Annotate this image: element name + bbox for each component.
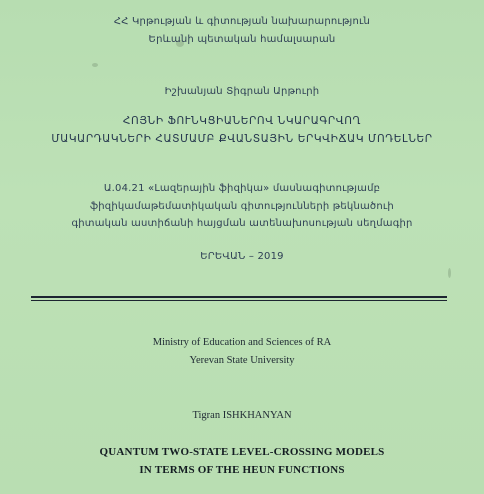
armenian-title-line2: ՄԱԿԱՐԴԱԿՆԵՐԻ ՀԱՏՄԱՄԲ ՔՎԱՆՏԱՅԻՆ ԵՐԿՎԻՃԱԿ ՄՈԴԵԼՆԵՐ bbox=[51, 133, 433, 145]
english-author: Tigran ISHKHANYAN bbox=[192, 410, 292, 421]
english-title-line2: IN TERMS OF THE HEUN FUNCTIONS bbox=[139, 464, 345, 476]
armenian-city-year: ԵՐԵՎԱՆ – 2019 bbox=[200, 251, 284, 262]
armenian-ministry: ՀՀ Կրթության և գիտության նախարարություն bbox=[113, 16, 371, 27]
english-title-line1: QUANTUM TWO-STATE LEVEL-CROSSING MODELS bbox=[99, 446, 385, 458]
english-university: Yerevan State University bbox=[189, 355, 295, 366]
armenian-specialty-line2: ֆիզիկամաթեմատիկական գիտությունների թեկնածուի bbox=[90, 201, 394, 212]
paper-speck bbox=[448, 268, 451, 278]
armenian-author: Իշխանյան Տիգրան Արթուրի bbox=[164, 86, 320, 97]
armenian-specialty-line3: գիտական աստիճանի հայցման ատենախոսության սեղմագիր bbox=[71, 218, 413, 229]
armenian-university: Երևանի պետական համալսարան bbox=[148, 34, 336, 45]
armenian-specialty-line1: Ա.04.21 «Լազերային ֆիզիկա» մասնագիտությամբ bbox=[103, 183, 381, 194]
divider-thick bbox=[31, 296, 447, 298]
divider-thin bbox=[31, 300, 447, 301]
english-ministry: Ministry of Education and Sciences of RA bbox=[152, 337, 332, 348]
paper-speck bbox=[92, 63, 98, 67]
armenian-title-line1: ՀՈՅՆԻ ՖՈՒՆԿՑԻԱՆԵՐՈՎ ՆԿԱՐԱԳՐՎՈՂ bbox=[122, 115, 362, 127]
